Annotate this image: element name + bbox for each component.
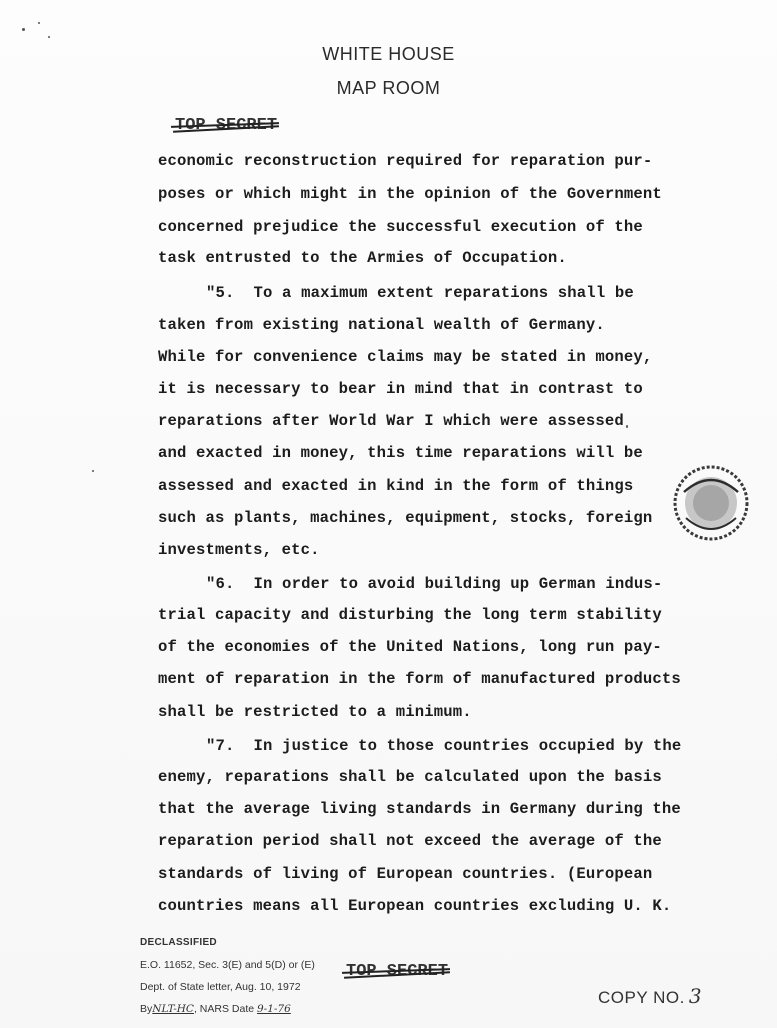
paper-speck [48, 36, 50, 38]
body-line: standards of living of European countries. (European [158, 865, 653, 883]
body-line: reparation period shall not exceed the average of the [158, 832, 662, 850]
body-line: that the average living standards in Germany during the [158, 800, 681, 818]
paper-speck [22, 28, 25, 31]
body-line: trial capacity and disturbing the long term stability [158, 606, 662, 624]
by-nars-line [140, 998, 315, 1020]
body-line: reparations after World War I which were assessed [158, 412, 624, 430]
declassified-label: DECLASSIFIED [140, 937, 217, 948]
header-map-room: MAP ROOM [336, 78, 441, 98]
by-initials: NLT-HC [152, 1003, 194, 1015]
by-prefix: By [140, 1003, 153, 1015]
nars-date-prefix: , NARS Date [193, 1003, 255, 1015]
paragraph-6-start: "6. In order to avoid building up German indus- [206, 575, 663, 593]
body-line: and exacted in money, this time reparations will be [158, 444, 643, 462]
paragraph-5-start: "5. To a maximum extent reparations shall be [206, 284, 634, 302]
body-line: countries means all European countries excluding U. K. [158, 897, 672, 915]
copy-label: COPY NO. [598, 988, 685, 1007]
paper-speck [92, 470, 94, 472]
body-line: While for convenience claims may be stated in money, [158, 348, 653, 366]
body-line: task entrusted to the Armies of Occupation. [158, 249, 567, 267]
paragraph-7-start: "7. In justice to those countries occupied by the [206, 737, 682, 755]
body-line: concerned prejudice the successful execution of the [158, 218, 643, 236]
body-line: it is necessary to bear in mind that in contrast to [158, 380, 643, 398]
body-line: taken from existing national wealth of Germany. [158, 316, 605, 334]
copy-number: 3 [688, 984, 703, 1008]
paper-speck [626, 425, 628, 428]
body-line: such as plants, machines, equipment, stocks, foreign [158, 509, 653, 527]
archive-seal-stamp [670, 462, 752, 544]
nars-date: 9-1-76 [257, 1003, 291, 1015]
dept-state-letter: Dept. of State letter, Aug. 10, 1972 [140, 981, 301, 993]
body-line: poses or which might in the opinion of the Government [158, 185, 662, 203]
body-line: of the economies of the United Nations, long run pay- [158, 638, 662, 656]
eo-reference: E.O. 11652, Sec. 3(E) and 5(D) or (E) [140, 959, 315, 971]
classification-bottom-struck [346, 962, 448, 981]
body-line: economic reconstruction required for reparation pur- [158, 152, 653, 170]
declassification-block [140, 932, 315, 1020]
header-white-house: WHITE HOUSE [322, 44, 455, 64]
copy-number-block [598, 984, 702, 1008]
body-line: enemy, reparations shall be calculated upon the basis [158, 768, 662, 786]
paper-speck [38, 22, 40, 24]
body-line: assessed and exacted in kind in the form of things [158, 477, 634, 495]
body-line: shall be restricted to a minimum. [158, 703, 472, 721]
body-line: ment of reparation in the form of manufactured products [158, 670, 681, 688]
body-line: investments, etc. [158, 541, 320, 559]
